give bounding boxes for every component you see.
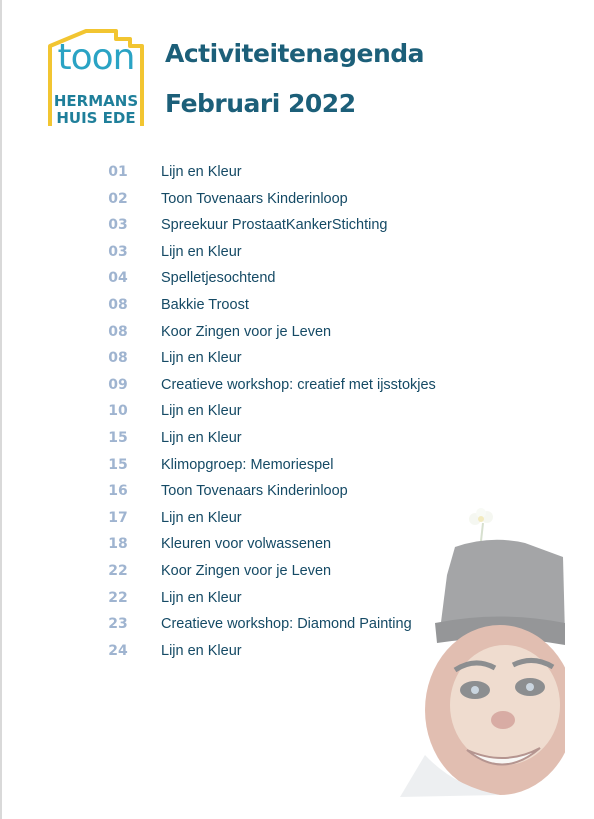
- agenda-activity: Lijn en Kleur: [161, 509, 242, 526]
- logo-line-1: HERMANS: [53, 92, 139, 110]
- agenda-activity: Spelletjesochtend: [161, 270, 276, 287]
- agenda-day: 18: [108, 536, 128, 553]
- agenda-activity: Lijn en Kleur: [161, 642, 242, 659]
- agenda-day: 23: [108, 616, 128, 633]
- agenda-activity: Klimopgroep: Memoriespel: [161, 456, 334, 473]
- logo-line-2: HUIS EDE: [56, 109, 136, 127]
- agenda-row: [0, 479, 594, 506]
- agenda-activity: Lijn en Kleur: [161, 589, 242, 606]
- agenda-row: [0, 320, 594, 347]
- agenda-row: [0, 346, 594, 373]
- agenda-day: 02: [108, 190, 128, 207]
- agenda-day: 08: [108, 296, 128, 313]
- agenda-day: 24: [108, 642, 128, 659]
- agenda-day: 01: [108, 164, 128, 180]
- agenda-activity: Lijn en Kleur: [161, 243, 242, 260]
- agenda-day: 09: [108, 376, 128, 393]
- agenda-activity: Lijn en Kleur: [161, 429, 242, 446]
- agenda-row: [0, 160, 594, 187]
- agenda-day: 03: [108, 217, 128, 234]
- agenda-row: [0, 399, 594, 426]
- agenda-activity: Toon Tovenaars Kinderinloop: [161, 483, 348, 500]
- logo-wordmark: toon: [57, 37, 135, 78]
- agenda-day: 08: [108, 323, 128, 340]
- agenda-activity: Koor Zingen voor je Leven: [161, 562, 332, 579]
- agenda-activity: Creatieve workshop: creatief met ijsstokjes: [161, 376, 436, 393]
- agenda-day: 22: [108, 589, 128, 606]
- page-title-line-1: Activiteitenagenda: [165, 39, 425, 68]
- agenda-day: 15: [108, 456, 128, 473]
- agenda-day: 17: [108, 509, 128, 526]
- agenda-activity: Spreekuur ProstaatKankerStichting: [161, 217, 388, 234]
- agenda-day: 08: [108, 350, 128, 367]
- agenda-day: 16: [108, 483, 128, 500]
- clown-face-illustration: [395, 505, 565, 797]
- toon-hermans-huis-logo: [46, 28, 146, 128]
- agenda-activity: Bakkie Troost: [161, 296, 249, 313]
- agenda-row: [0, 266, 594, 293]
- agenda-activity: Creatieve workshop: Diamond Painting: [161, 616, 412, 633]
- agenda-row: [0, 373, 594, 400]
- agenda-day: 03: [108, 243, 128, 260]
- page-title: [165, 36, 424, 122]
- agenda-activity: Koor Zingen voor je Leven: [161, 323, 332, 340]
- agenda-row: [0, 240, 594, 267]
- agenda-day: 10: [108, 403, 128, 420]
- agenda-activity: Lijn en Kleur: [161, 403, 242, 420]
- agenda-row: [0, 293, 594, 320]
- agenda-activity: Kleuren voor volwassenen: [161, 536, 332, 553]
- agenda-activity: Lijn en Kleur: [161, 164, 242, 180]
- agenda-activity: Toon Tovenaars Kinderinloop: [161, 190, 348, 207]
- page-title-line-2: Februari 2022: [165, 89, 356, 118]
- agenda-activity: Lijn en Kleur: [161, 350, 242, 367]
- agenda-row: [0, 213, 594, 240]
- agenda-row: [0, 453, 594, 480]
- agenda-day: 15: [108, 429, 128, 446]
- agenda-row: [0, 187, 594, 214]
- agenda-row: [0, 426, 594, 453]
- agenda-day: 04: [108, 270, 128, 287]
- agenda-day: 22: [108, 562, 128, 579]
